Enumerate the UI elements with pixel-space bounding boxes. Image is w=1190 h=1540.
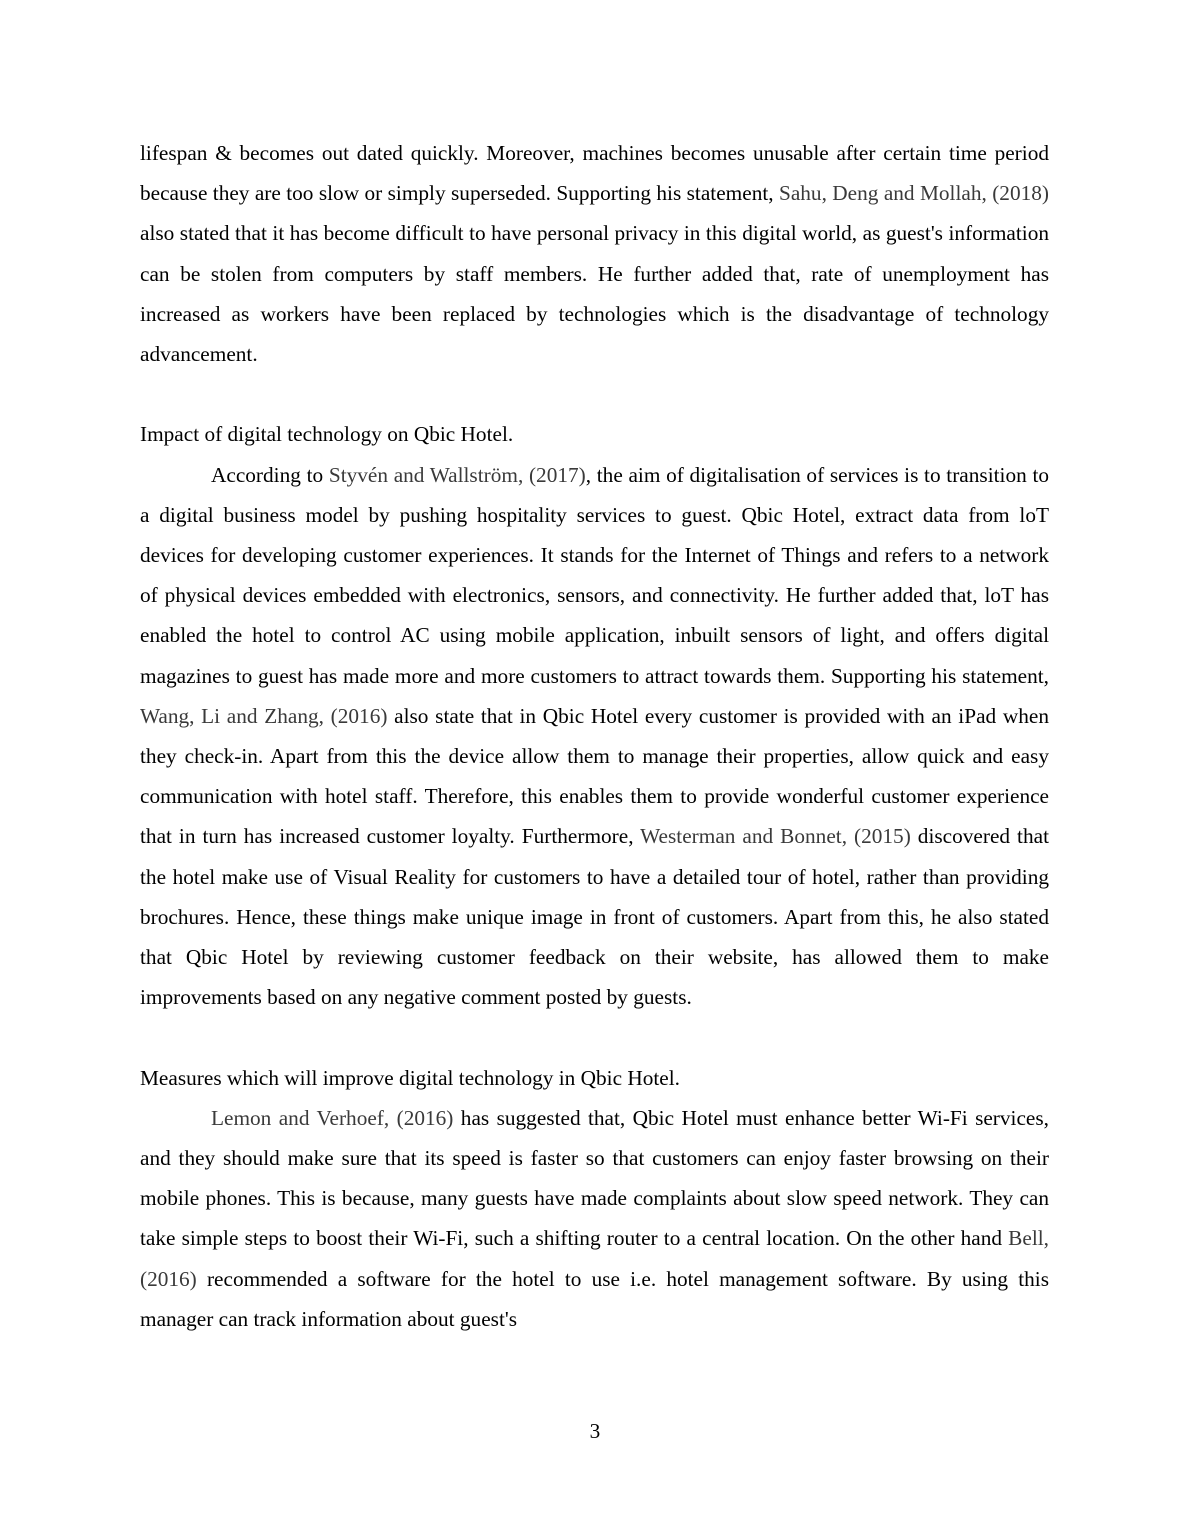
citation: Wang, Li and Zhang, (2016) [140, 703, 388, 728]
document-body [140, 133, 1049, 1339]
paragraph-text: also state that in Qbic Hotel every customer is provided with an iPad when they check-in. Apart from this the device allow them to manage their properties, allow quick and easy communication with hotel staff. Therefore, this enables them to provide wonderful customer experience that in turn has increased customer loyalty. Furthermore, [140, 703, 1049, 849]
citation: Westerman and Bonnet, (2015) [640, 824, 911, 849]
paragraph-impact [140, 455, 1049, 1018]
citation: Bell, (2016) [140, 1226, 1049, 1291]
paragraph-text: recommended a software for the hotel to use i.e. hotel management software. By using this manager can track information about guest's [140, 1266, 1049, 1331]
page-number: 3 [589, 1419, 601, 1443]
section-heading-impact: Impact of digital technology on Qbic Hotel. [140, 422, 514, 447]
citation: Styvén and Wallström, (2017) [328, 462, 586, 487]
paragraph-text: According to [211, 462, 329, 487]
paragraph-text: lifespan & becomes out dated quickly. Moreover, machines becomes unusable after certain time period because they are too slow or simply superseded. Supporting his statement, [140, 141, 1049, 206]
paragraph-disadvantages [140, 133, 1049, 374]
section-heading-measures: Measures which will improve digital technology in Qbic Hotel. [140, 1065, 681, 1090]
citation: Lemon and Verhoef, (2016) [211, 1105, 454, 1130]
citation: Sahu, Deng and Mollah, (2018) [778, 181, 1049, 206]
paragraph-spacer [140, 374, 1049, 414]
paragraph-measures [140, 1098, 1049, 1339]
paragraph-text: discovered that the hotel make use of Visual Reality for customers to have a detailed tour of hotel, rather than providing brochures. Hence, these things make unique image in front of customers. Apart from this, he also stated that Qbic Hotel by reviewing customer feedback on their website, has allowed them to make improvements based on any negative comment posted by guests. [140, 824, 1049, 1010]
paragraph-text: also stated that it has become difficult to have personal privacy in this digital world, as guest's information can be stolen from computers by staff members. He further added that, rate of unemployment has increased as workers have been replaced by technologies which is the disadvantage of technology advancement. [140, 221, 1049, 367]
paragraph-text: has suggested that, Qbic Hotel must enhance better Wi-Fi services, and they should make sure that its speed is faster so that customers can enjoy faster browsing on their mobile phones. This is because, many guests have made complaints about slow speed network. They can take simple steps to boost their Wi-Fi, such a shifting router to a central location. On the other hand [140, 1105, 1049, 1251]
paragraph-spacer [140, 1017, 1049, 1057]
paragraph-text: , the aim of digitalisation of services is to transition to a digital business model by pushing hospitality services to guest. Qbic Hotel, extract data from loT devices for developing customer experiences. It stands for the Internet of Things and refers to a network of physical devices embedded with electronics, sensors, and connectivity. He further added that, loT has enabled the hotel to control AC using mobile application, inbuilt sensors of light, and offers digital magazines to guest has made more and more customers to attract towards them. Supporting his statement, [140, 462, 1050, 688]
